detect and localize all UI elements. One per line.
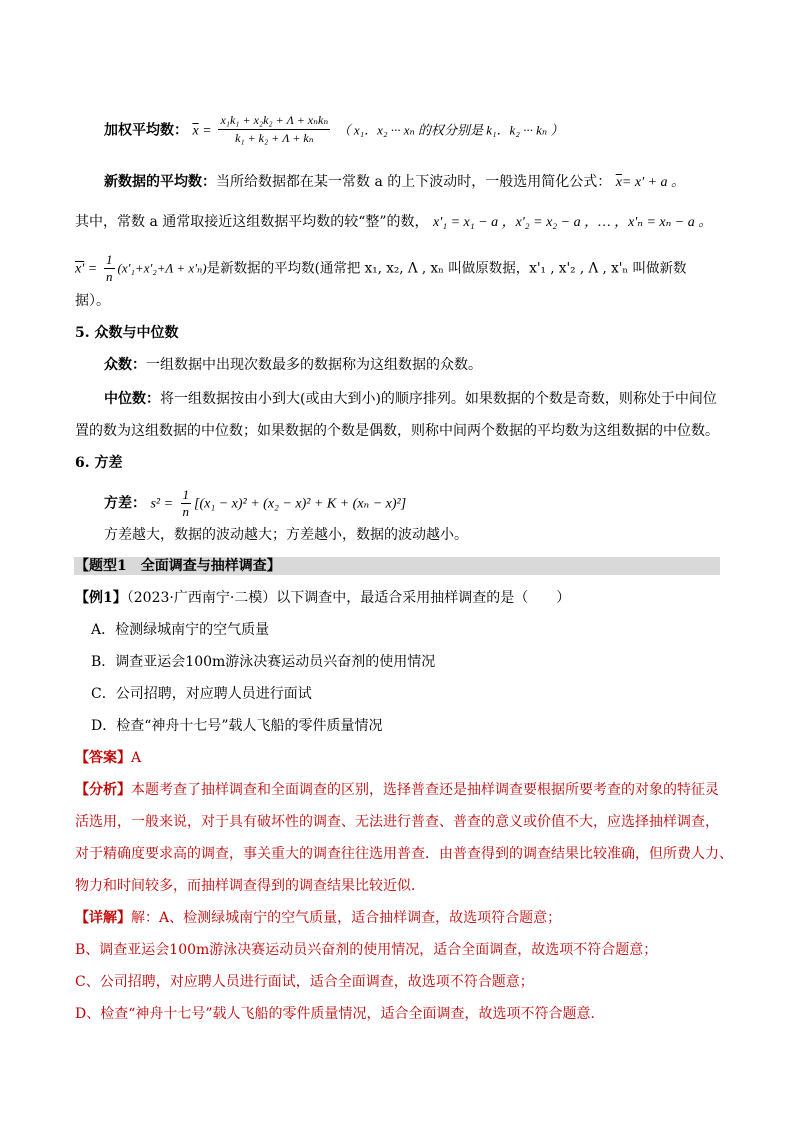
answer-value: A — [131, 750, 142, 766]
new-data-text: 当所给数据都在某一常数 a 的上下波动时，一般选用简化公式： — [216, 174, 612, 190]
weighted-xbar: $\overline{x}$ — [192, 123, 199, 139]
analysis-line-2: 活选用，一般来说，对于具有破坏性的调查、无法进行普查、普查的意义或价值不大，应选择抽样调查， — [75, 814, 719, 830]
weighted-note: （ x₁．x₂ ··· xₙ 的权分别是 k₁．k₂ ··· kₙ ） — [337, 122, 564, 138]
option-d: D．检查“神舟十七号”载人飞船的零件质量情况 — [91, 718, 383, 734]
variance-den: n — [182, 504, 189, 519]
median-label: 中位数： — [104, 391, 160, 407]
weighted-mean-label: 加权平均数： — [104, 122, 188, 139]
detail-text-1: 解：A、检测绿城南宁的空气质量，适合抽样调查，故选项符合题意； — [131, 910, 562, 926]
median-definition-2 — [75, 421, 719, 441]
variance-lhs: s² = — [150, 496, 174, 512]
median-text-2: 置的数为这组数据的中位数；如果数据的个数是偶数，则称中间两个数据的平均数为这组数据的中位数。 — [75, 423, 719, 439]
detail-line-2: B、调查亚运会100m游泳决赛运动员兴奋剂的使用情况，适合全面调查，故选项不符合题意； — [75, 942, 658, 958]
new-mean-eq: = — [88, 261, 97, 277]
mode-definition — [104, 355, 482, 375]
new-mean-line-2 — [75, 291, 110, 311]
analysis-line-3: 对于精确度要求高的调查，事关重大的调查往往选用普查．由普查得到的调查结果比较准确，但所费人力、 — [75, 846, 733, 862]
weighted-mean-formula — [104, 113, 563, 148]
option-b: B．调查亚运会100m游泳决赛运动员兴奋剂的使用情况 — [91, 654, 436, 670]
example-tag: 【例1】 — [75, 590, 127, 606]
new-mean-expr: (x'₁+x'₂+Λ + x'ₙ) — [117, 260, 207, 276]
option-c: C．公司招聘，对应聘人员进行面试 — [91, 686, 312, 702]
constant-a-formulas: x'₁ = x₁ − a ，x'₂ = x₂ − a ，… ，x'ₙ = xₙ − a 。 — [433, 215, 713, 230]
topic-title: 【题型1 全面调查与抽样调查】 — [75, 558, 281, 574]
variance-formula — [104, 487, 406, 520]
analysis-line-4: 物力和时间较多，而抽样调查得到的调查结果比较近似． — [75, 878, 425, 894]
weighted-numerator: x₁k₁ + x₂k₂ + Λ + xₙkₙ — [218, 112, 330, 130]
answer-line — [75, 748, 141, 768]
answer-tag: 【答案】 — [75, 750, 131, 766]
section-5-heading: 5. 众数与中位数 — [75, 325, 179, 341]
new-data-rhs: = x' + a 。 — [621, 175, 686, 190]
new-data-mean-line — [104, 172, 685, 193]
weighted-eq: = — [203, 123, 212, 139]
median-definition — [104, 389, 717, 409]
variance-text: 方差越大，数据的波动越大；方差越小，数据的波动越小。 — [104, 527, 468, 543]
median-text-1: 将一组数据按由小到大(或由大到小)的顺序排列。如果数据的个数是奇数，则称处于中间位 — [160, 391, 717, 407]
detail-line-3: C、公司招聘，对应聘人员进行面试，适合全面调查，故选项不符合题意； — [75, 974, 534, 990]
new-data-label: 新数据的平均数： — [104, 174, 216, 190]
analysis-tag: 【分析】 — [75, 782, 131, 798]
new-mean-text2: 据）。 — [75, 293, 110, 309]
detail-tag: 【详解】 — [75, 910, 131, 926]
weighted-fraction — [218, 112, 330, 147]
variance-explanation — [104, 525, 468, 545]
new-mean-xbar: x' — [75, 261, 85, 277]
new-mean-fraction — [104, 252, 115, 285]
example-stem — [75, 588, 570, 608]
variance-expr: [(x₁ − x)² + (x₂ − x)² + K + (xₙ − x)²] — [194, 496, 407, 512]
variance-label: 方差： — [104, 495, 146, 512]
new-mean-num: 1 — [106, 252, 113, 267]
mode-label: 众数： — [104, 357, 146, 373]
detail-line-4: D、检查“神舟十七号”载人飞船的零件质量情况，适合全面调查，故选项不符合题意． — [75, 1006, 605, 1022]
variance-num: 1 — [182, 487, 189, 502]
analysis-line-1 — [75, 780, 719, 800]
constant-a-text: 其中，常数 a 通常取接近这组数据平均数的较“整”的数， — [75, 214, 429, 230]
section-6-heading: 6. 方差 — [75, 455, 123, 471]
mode-text: 一组数据中出现次数最多的数据称为这组数据的众数。 — [146, 357, 482, 373]
option-a: A．检测绿城南宁的空气质量 — [91, 622, 270, 638]
detail-line-1 — [75, 908, 561, 928]
new-mean-text1: 是新数据的平均数(通常把 x₁, x₂, Λ , xₙ 叫做原数据，x'₁ , x'₂ , Λ , x'ₙ 叫做新数 — [206, 260, 687, 277]
new-mean-line — [75, 252, 687, 285]
constant-a-line — [75, 212, 712, 233]
weighted-denominator: k₁ + k₂ + Λ + kₙ — [235, 131, 314, 145]
analysis-text-1: 本题考查了抽样调查和全面调查的区别，选择普查还是抽样调查要根据所要考查的对象的特征灵 — [131, 782, 719, 798]
new-mean-den: n — [106, 269, 113, 284]
new-data-xbar: $\overline{x}$ — [615, 175, 622, 190]
example-text: （2023·广西南宁·二模）以下调查中，最适合采用抽样调查的是（ ） — [126, 590, 571, 606]
variance-fraction — [181, 487, 192, 520]
